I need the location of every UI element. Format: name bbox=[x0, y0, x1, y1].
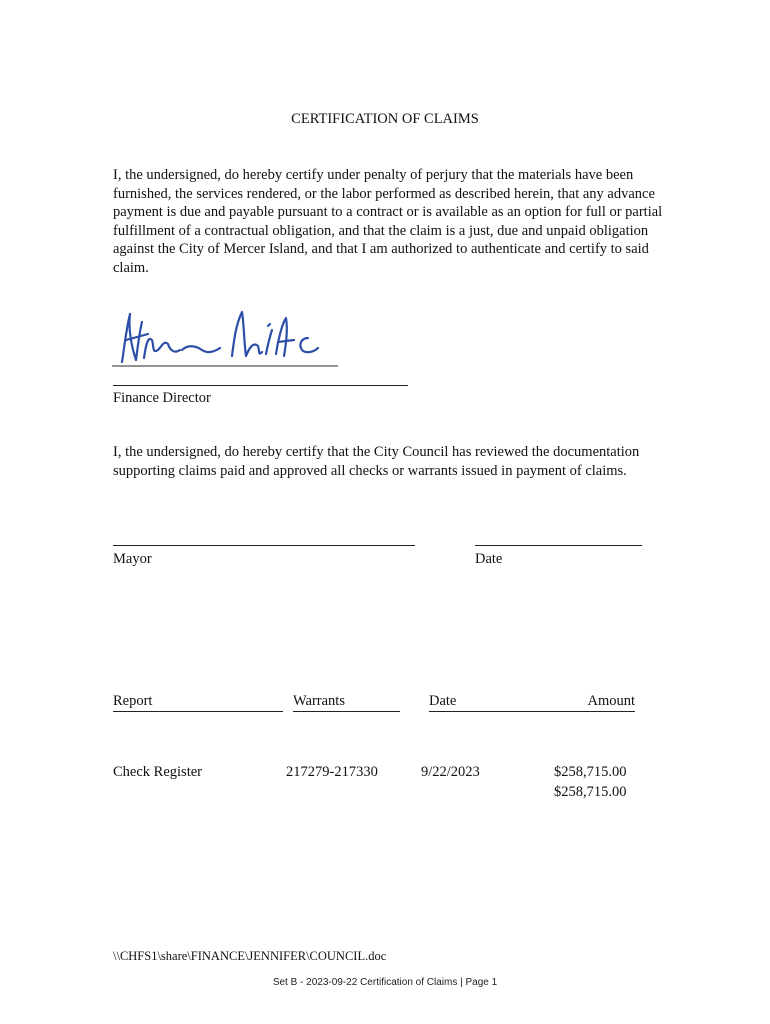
file-path: \\CHFS1\share\FINANCE\JENNIFER\COUNCIL.doc bbox=[113, 949, 387, 963]
table-cell-warrants: 217279-217330 bbox=[286, 764, 378, 780]
council-certification-paragraph: I, the undersigned, do hereby certify that the City Council has reviewed the documentation supporting claims paid and approved all checks or warrants issued in payment of claims. bbox=[113, 444, 640, 479]
column-header-date: Date bbox=[429, 693, 567, 712]
total-amount: $258,715.00 bbox=[554, 784, 627, 800]
signature-line bbox=[113, 385, 408, 386]
table-cell-date: 9/22/2023 bbox=[421, 764, 480, 780]
handwritten-signature bbox=[108, 300, 348, 380]
page-title: CERTIFICATION OF CLAIMS bbox=[291, 111, 479, 127]
date-label: Date bbox=[475, 551, 503, 567]
mayor-label: Mayor bbox=[113, 551, 152, 567]
column-header-warrants: Warrants bbox=[293, 693, 400, 712]
date-signature-line bbox=[475, 545, 642, 546]
column-header-amount: Amount bbox=[567, 693, 635, 712]
page-footer: Set B - 2023-09-22 Certification of Claims | Page 1 bbox=[272, 977, 498, 988]
table-cell-amount: $258,715.00 bbox=[554, 764, 627, 780]
column-header-report: Report bbox=[113, 693, 283, 712]
mayor-signature-line bbox=[113, 545, 415, 546]
certification-paragraph: I, the undersigned, do hereby certify under penalty of perjury that the materials have been furnished, the services rendered, or the labor performed as described herein, that any advance payment is due and payable pursuant to a contract or is available as an option for full or partial fulfillment of a contractual obligation, and that the claim is a just, due and unpaid obligation against the City of Mercer Island, and that I am authorized to authenticate and certify to said claim. bbox=[113, 167, 663, 276]
finance-director-label: Finance Director bbox=[113, 390, 211, 406]
table-cell-report: Check Register bbox=[113, 764, 202, 780]
